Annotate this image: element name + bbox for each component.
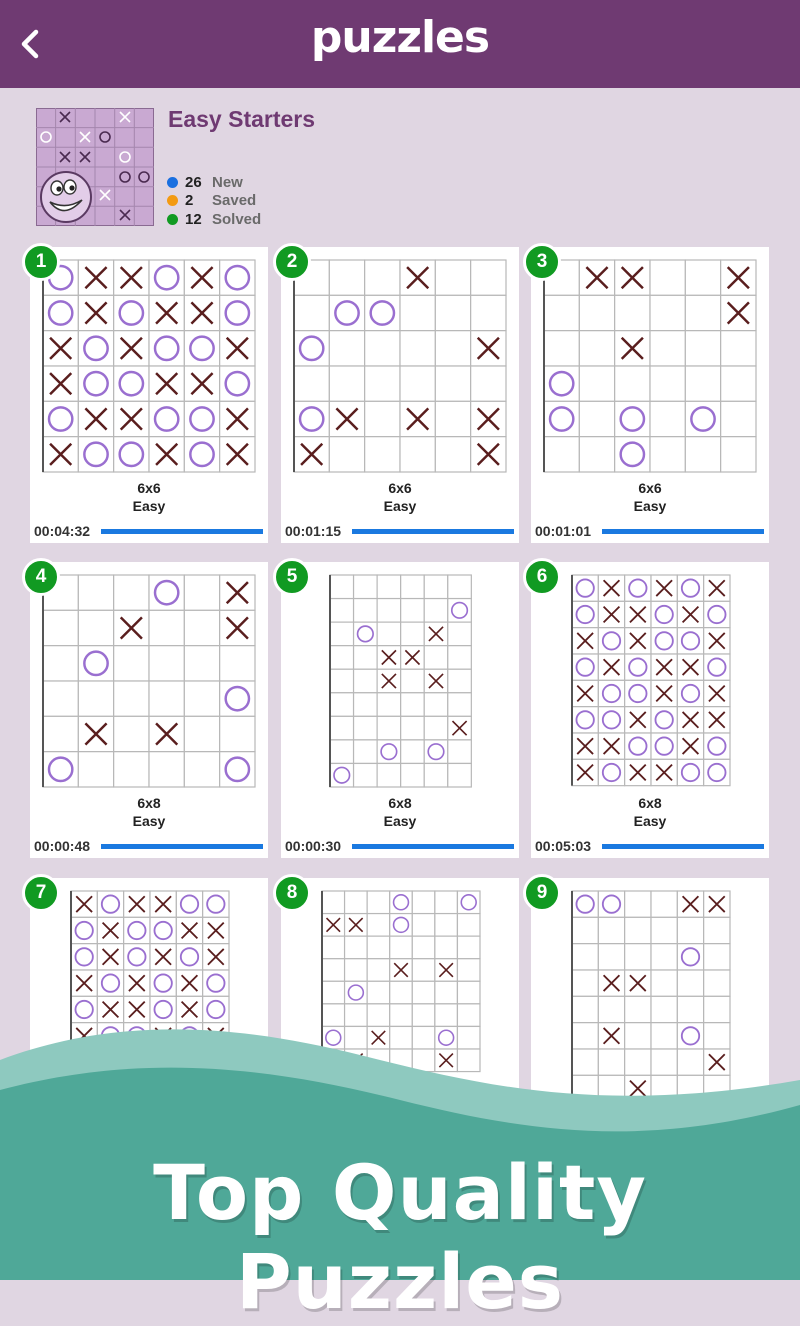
grid-cell: [149, 752, 184, 787]
grid-cell: [435, 366, 470, 401]
grid-cell: [354, 763, 378, 787]
grid-cell: [354, 599, 378, 623]
grid-cell: [650, 401, 685, 436]
grid-cell: [448, 575, 472, 599]
grid-cell: [650, 260, 685, 295]
solve-time: 00:01:01: [535, 523, 592, 539]
grid-cell: [330, 575, 354, 599]
grid-cell: [114, 646, 149, 681]
solve-time: 00:00:30: [285, 838, 342, 854]
grid-cell: [354, 740, 378, 764]
grid-cell: [651, 917, 677, 943]
grid-cell: [367, 936, 390, 959]
grid-cell: [625, 891, 651, 917]
solve-time: 00:01:15: [285, 523, 342, 539]
grid-cell: [677, 917, 703, 943]
grid-cell: [43, 646, 78, 681]
grid-cell: [329, 260, 364, 295]
pack-title: Easy Starters: [168, 106, 316, 132]
grid-cell: [330, 646, 354, 670]
grid-cell: [544, 295, 579, 330]
grid-cell: [457, 936, 480, 959]
grid-cell: [448, 763, 472, 787]
grid-cell: [401, 693, 425, 717]
grid-cell: [435, 331, 470, 366]
stat-saved: 2 Saved: [167, 192, 256, 210]
grid-cell: [377, 716, 401, 740]
progress-bar: [101, 529, 263, 534]
grid-cell: [579, 366, 614, 401]
grid-cell: [435, 437, 470, 472]
puzzle-grid-preview: [329, 574, 472, 788]
grid-cell: [367, 981, 390, 1004]
grid-cell: [330, 599, 354, 623]
smiley-icon: [41, 172, 91, 222]
grid-cell: [401, 716, 425, 740]
grid-cell: [704, 970, 730, 996]
puzzle-difficulty: Easy: [132, 498, 166, 514]
grid-cell: [425, 599, 449, 623]
grid-cell: [412, 891, 435, 914]
puzzle-difficulty: Easy: [633, 498, 667, 514]
grid-cell: [685, 437, 720, 472]
puzzle-size: 6x6: [388, 480, 412, 496]
progress-bar-fill: [101, 844, 263, 849]
grid-cell: [220, 646, 255, 681]
grid-cell: [471, 260, 506, 295]
grid-cell: [425, 646, 449, 670]
grid-cell: [448, 669, 472, 693]
grid-cell: [435, 936, 458, 959]
app-title: puzzles: [310, 12, 490, 63]
grid-cell: [435, 891, 458, 914]
grid-cell: [572, 996, 598, 1022]
grid-cell: [365, 401, 400, 436]
puzzle-grid-preview: [543, 259, 757, 473]
grid-cell: [435, 401, 470, 436]
grid-cell: [322, 891, 345, 914]
grid-cell: [345, 936, 368, 959]
grid-cell: [367, 959, 390, 982]
pack-thumbnail: [36, 108, 154, 226]
puzzle-number-badge: 6: [523, 558, 561, 596]
progress-bar: [352, 529, 514, 534]
puzzle-size: 6x8: [137, 795, 161, 811]
progress-bar: [602, 844, 764, 849]
puzzle-grid-preview: [571, 574, 731, 787]
grid-cell: [114, 681, 149, 716]
solved-dot-icon: [167, 214, 178, 225]
progress-bar: [101, 844, 263, 849]
grid-cell: [650, 366, 685, 401]
grid-cell: [400, 331, 435, 366]
grid-cell: [345, 891, 368, 914]
grid-cell: [425, 716, 449, 740]
puzzle-number-badge: 1: [22, 243, 60, 281]
grid-cell: [579, 437, 614, 472]
grid-cell: [43, 610, 78, 645]
puzzle-number-badge: 5: [273, 558, 311, 596]
app-header: [0, 0, 800, 88]
progress-bar: [352, 844, 514, 849]
puzzle-card-5[interactable]: [281, 562, 519, 858]
solve-time: 00:00:48: [34, 838, 91, 854]
grid-cell: [365, 260, 400, 295]
grid-cell: [78, 752, 113, 787]
grid-cell: [401, 740, 425, 764]
grid-cell: [294, 295, 329, 330]
grid-cell: [457, 959, 480, 982]
puzzle-number-badge: 9: [523, 874, 561, 912]
grid-cell: [448, 693, 472, 717]
puzzle-size: 6x6: [638, 480, 662, 496]
grid-cell: [400, 437, 435, 472]
grid-cell: [78, 681, 113, 716]
grid-cell: [377, 599, 401, 623]
stat-new: 26 New: [167, 174, 243, 192]
grid-cell: [579, 295, 614, 330]
grid-cell: [322, 959, 345, 982]
grid-cell: [721, 331, 756, 366]
grid-cell: [184, 610, 219, 645]
grid-cell: [329, 331, 364, 366]
grid-cell: [330, 716, 354, 740]
progress-bar-fill: [602, 844, 764, 849]
grid-cell: [329, 366, 364, 401]
grid-cell: [572, 970, 598, 996]
grid-cell: [330, 693, 354, 717]
grid-cell: [650, 437, 685, 472]
stat-solved: 12 Solved: [167, 211, 261, 229]
grid-cell: [685, 295, 720, 330]
grid-cell: [390, 981, 413, 1004]
progress-bar-fill: [101, 529, 263, 534]
grid-cell: [721, 437, 756, 472]
grid-cell: [184, 646, 219, 681]
grid-cell: [448, 646, 472, 670]
grid-cell: [220, 716, 255, 751]
grid-cell: [377, 575, 401, 599]
puzzle-card-4[interactable]: [30, 562, 268, 858]
grid-cell: [400, 366, 435, 401]
puzzle-grid-preview: [42, 574, 256, 788]
grid-cell: [354, 646, 378, 670]
grid-cell: [471, 295, 506, 330]
puzzle-size: 6x8: [638, 795, 662, 811]
puzzle-card-2[interactable]: [281, 247, 519, 543]
grid-cell: [615, 366, 650, 401]
grid-cell: [598, 917, 624, 943]
grid-cell: [425, 575, 449, 599]
grid-cell: [544, 331, 579, 366]
grid-cell: [345, 959, 368, 982]
progress-bar-fill: [602, 529, 764, 534]
grid-cell: [425, 763, 449, 787]
grid-cell: [354, 575, 378, 599]
grid-cell: [354, 716, 378, 740]
progress-bar: [602, 529, 764, 534]
grid-cell: [677, 970, 703, 996]
puzzle-card-6[interactable]: [531, 562, 769, 858]
grid-cell: [390, 936, 413, 959]
grid-cell: [401, 622, 425, 646]
grid-cell: [329, 437, 364, 472]
puzzle-number-badge: 2: [273, 243, 311, 281]
grid-cell: [322, 981, 345, 1004]
grid-cell: [625, 944, 651, 970]
puzzle-size: 6x6: [137, 480, 161, 496]
grid-cell: [704, 917, 730, 943]
grid-cell: [401, 669, 425, 693]
grid-cell: [572, 944, 598, 970]
grid-cell: [650, 295, 685, 330]
grid-cell: [704, 996, 730, 1022]
solve-time: 00:04:32: [34, 523, 91, 539]
solve-time: 00:05:03: [535, 838, 592, 854]
grid-cell: [401, 575, 425, 599]
progress-bar-fill: [352, 529, 514, 534]
grid-cell: [615, 295, 650, 330]
puzzle-grid-preview: [293, 259, 507, 473]
grid-cell: [184, 681, 219, 716]
grid-cell: [579, 401, 614, 436]
grid-cell: [471, 366, 506, 401]
puzzle-difficulty: Easy: [383, 813, 417, 829]
grid-cell: [184, 716, 219, 751]
grid-cell: [598, 944, 624, 970]
grid-cell: [685, 260, 720, 295]
grid-cell: [365, 331, 400, 366]
puzzle-card-1[interactable]: [30, 247, 268, 543]
grid-cell: [354, 669, 378, 693]
grid-cell: [377, 693, 401, 717]
grid-cell: [412, 914, 435, 937]
grid-cell: [78, 575, 113, 610]
puzzle-grid-preview: [42, 259, 256, 473]
grid-cell: [721, 401, 756, 436]
promo-banner-text: Top Quality Puzzles: [153, 1148, 647, 1326]
grid-cell: [685, 366, 720, 401]
grid-cell: [43, 681, 78, 716]
grid-cell: [114, 716, 149, 751]
grid-cell: [149, 610, 184, 645]
grid-cell: [294, 366, 329, 401]
grid-cell: [435, 914, 458, 937]
grid-cell: [435, 295, 470, 330]
puzzle-size: 6x8: [388, 795, 412, 811]
grid-cell: [114, 752, 149, 787]
grid-cell: [651, 996, 677, 1022]
puzzle-difficulty: Easy: [383, 498, 417, 514]
grid-cell: [184, 752, 219, 787]
grid-cell: [598, 996, 624, 1022]
grid-cell: [572, 917, 598, 943]
grid-cell: [377, 763, 401, 787]
grid-cell: [425, 693, 449, 717]
grid-cell: [78, 610, 113, 645]
grid-cell: [330, 669, 354, 693]
puzzle-difficulty: Easy: [132, 813, 166, 829]
puzzle-number-badge: 4: [22, 558, 60, 596]
grid-cell: [365, 437, 400, 472]
grid-cell: [330, 622, 354, 646]
grid-cell: [400, 295, 435, 330]
puzzle-number-badge: 8: [273, 874, 311, 912]
grid-cell: [579, 331, 614, 366]
grid-cell: [114, 575, 149, 610]
puzzle-number-badge: 3: [523, 243, 561, 281]
grid-cell: [704, 944, 730, 970]
puzzle-difficulty: Easy: [633, 813, 667, 829]
grid-cell: [401, 763, 425, 787]
grid-cell: [367, 891, 390, 914]
grid-cell: [625, 917, 651, 943]
grid-cell: [448, 622, 472, 646]
grid-cell: [401, 599, 425, 623]
grid-cell: [457, 914, 480, 937]
grid-cell: [448, 740, 472, 764]
grid-cell: [184, 575, 219, 610]
grid-cell: [43, 716, 78, 751]
grid-cell: [367, 914, 390, 937]
grid-cell: [651, 891, 677, 917]
grid-cell: [330, 740, 354, 764]
grid-cell: [650, 331, 685, 366]
grid-cell: [412, 936, 435, 959]
grid-cell: [149, 681, 184, 716]
grid-cell: [625, 996, 651, 1022]
grid-cell: [354, 693, 378, 717]
saved-dot-icon: [167, 195, 178, 206]
grid-cell: [685, 331, 720, 366]
grid-cell: [457, 981, 480, 1004]
grid-cell: [544, 437, 579, 472]
grid-cell: [677, 996, 703, 1022]
grid-cell: [322, 936, 345, 959]
grid-cell: [412, 959, 435, 982]
new-dot-icon: [167, 177, 178, 188]
grid-cell: [651, 970, 677, 996]
grid-cell: [435, 260, 470, 295]
grid-cell: [721, 366, 756, 401]
grid-cell: [365, 366, 400, 401]
progress-bar-fill: [352, 844, 514, 849]
grid-cell: [651, 944, 677, 970]
puzzle-number-badge: 7: [22, 874, 60, 912]
grid-cell: [412, 981, 435, 1004]
grid-cell: [377, 622, 401, 646]
grid-cell: [149, 646, 184, 681]
grid-cell: [435, 981, 458, 1004]
puzzle-card-3[interactable]: [531, 247, 769, 543]
